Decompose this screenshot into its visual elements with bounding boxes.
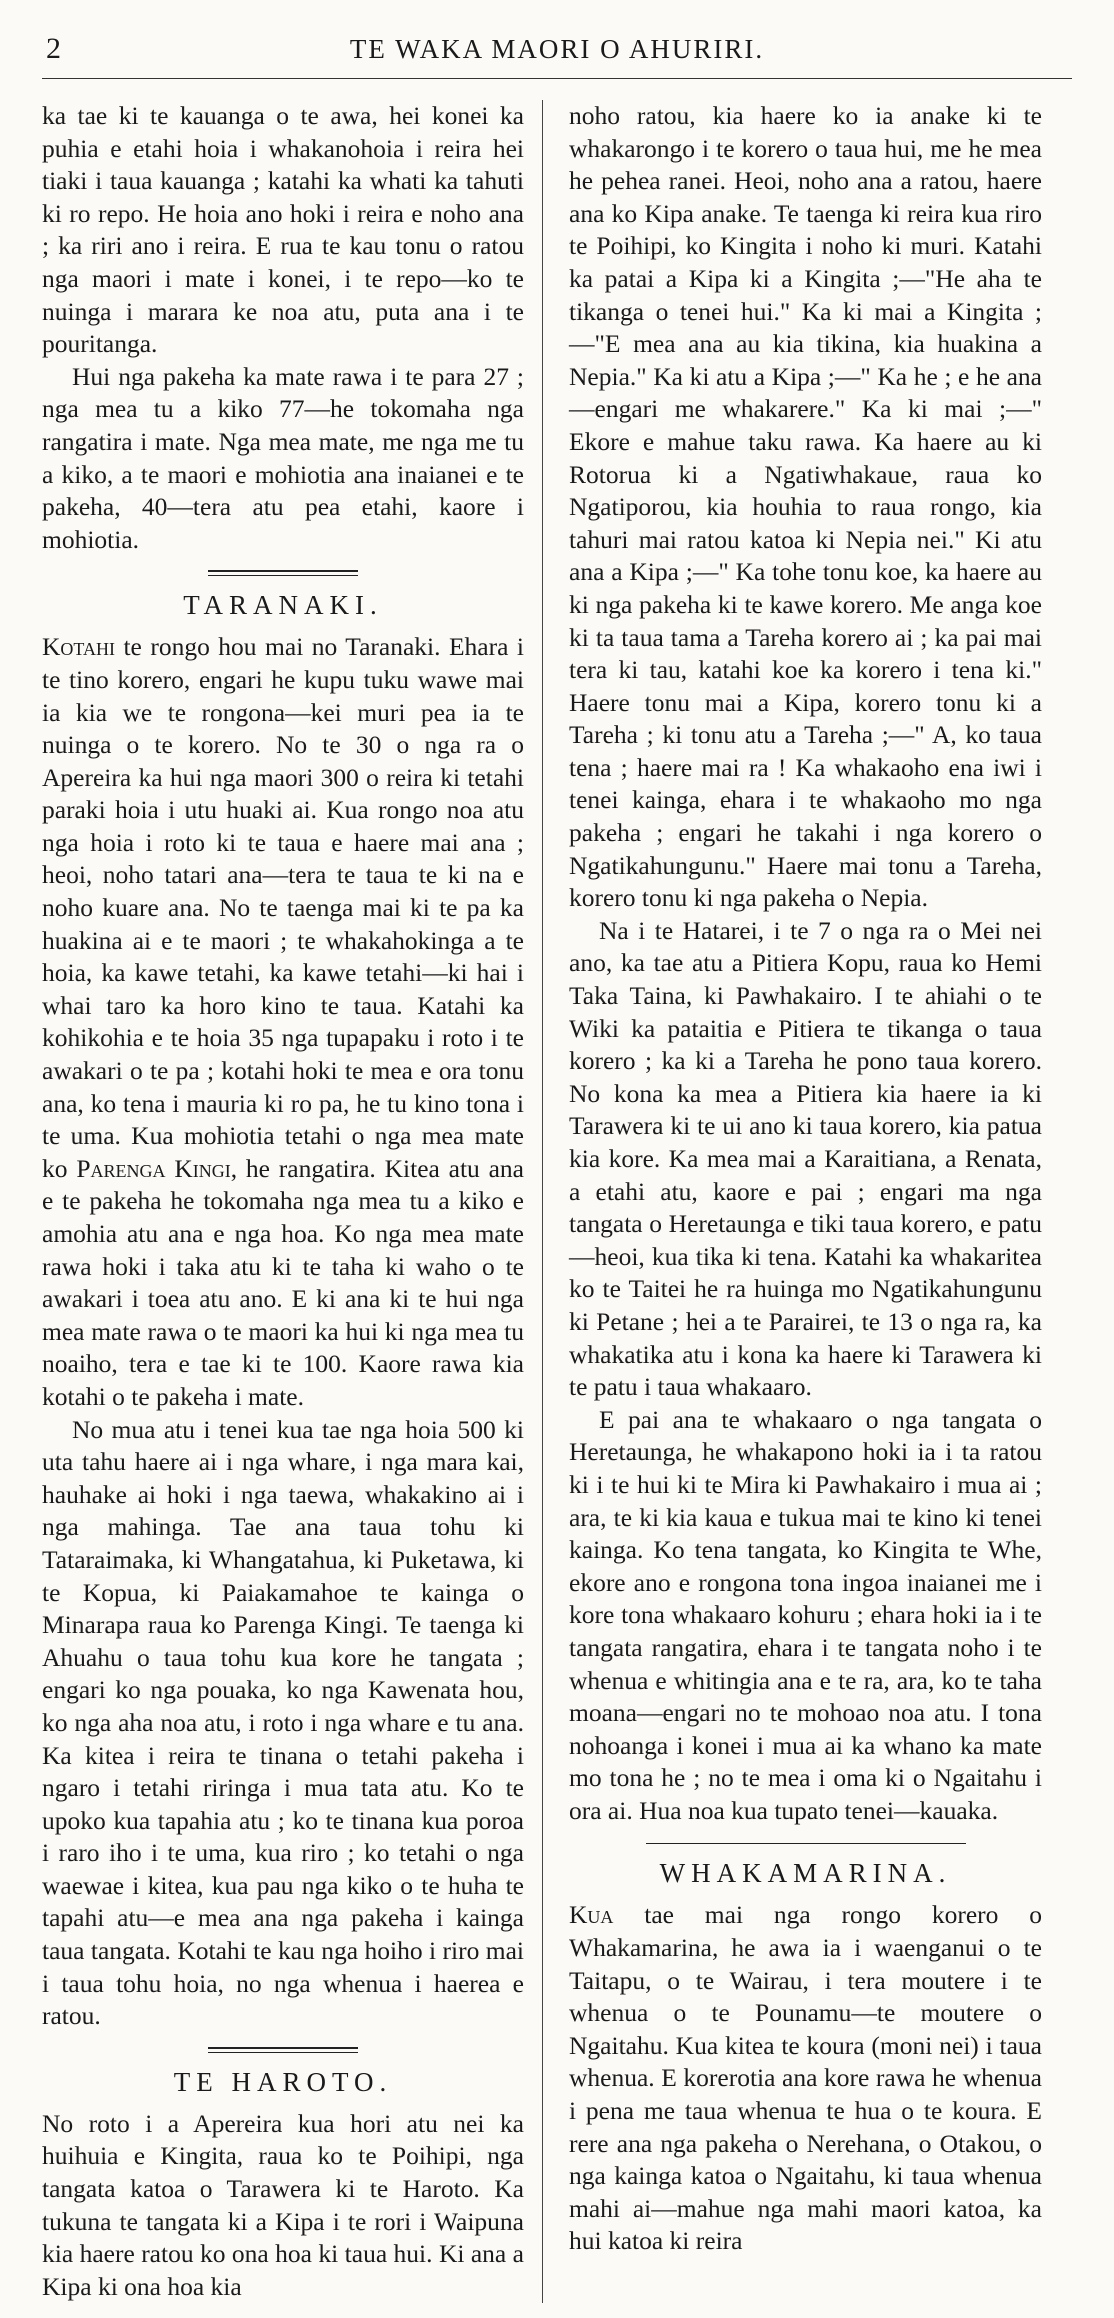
lead-word: Kua — [569, 1900, 614, 1930]
text-run: tae mai nga rongo korero o Whakamarina, he awa ia i waenganui o te Taitapu, o te Wairau, i tera moutere i te whenua o te Pounamu—te moutere o Ngaitahu. Kua kitea te koura (moni nei) i taua whenua. E korerotia ana kore rawa he whenua i pena me taua whenua te hua o te koura. E rere ana nga pakeha o Nerehana, o Otakou, o nga kainga katoa o Ngaitahu, ki taua whenua mahi ai—mahue nga mahi maori katoa, ka hui katoa ki reira — [569, 1900, 1042, 2256]
continued-paragraph: ka tae ki te kauanga o te awa, hei konei ka puhia e etahi hoia i whakanohoia i reira hei tiaki i taua kauanga ; katahi ka whati ka tahuti ki ro repo. He hoia ano hoki i reira e noho ana ; ka riri ano i reira. E rua te kau tonu o ratou nga maori i mate i konei, i te repo—ko te nuinga i marara ke noa atu, puta ana i te pouritanga. — [42, 101, 524, 359]
running-title: TE WAKA MAORI O AHURIRI. — [349, 34, 765, 64]
heading-taranaki: TARANAKI. — [183, 590, 383, 621]
section-divider — [208, 570, 358, 576]
haroto-paragraph-2: Na i te Hatarei, i te 7 o nga ra o Mei nei ano, ka tae atu a Pitiera Kopu, raua ko Hemi Taka Taina, ki Pawhakairo. I te ahiahi o te Wiki ka pataitia e Pitiera te tikanga o taua korero ; ka ki a Tareha he pono taua korero. No kona ka mea a Pitiera kia haere ia ki Tarawera ki te ui ano ki taua korero, kia patua kia kore. Ka mea mai a Karaitiana, a Renata, a etahi atu, kaore e pai ; engari ma nga tangata o Heretaunga e tiki taua korero, e patu—heoi, kua tika ki tena. Katahi ka whakaritea ko te Taitei he ra huinga mo Ngatikahungunu ki Petane ; hei a te Parairei, te 13 o nga ra, ka whakatika atu i kona ka haere ki Tarawera ki te patu i taua whakaaro. — [569, 915, 1042, 1402]
page-header — [42, 28, 1072, 78]
page-number: 2 — [46, 32, 61, 65]
text-run: he rangatira. Kitea atu ana e te pakeha he tokomaha nga mea tu a kiko e amohia atu ana e nga hoa. Ko nga mea mate rawa hoki i taka atu ki te taha ki waho o te awakari i toea atu ano. E ki ana ki te hui nga mea mate rawa o te maori ka hui ki nga mea tu noaiho, tera e tae ki te 100. Kaore rawa kia kotahi o te pakeha i mate. — [42, 1153, 525, 1411]
heading-te-haroto: TE HAROTO. — [173, 2066, 393, 2097]
text-run: te rongo hou mai no Taranaki. Ehara i te tino korero, engari he kupu tuku wawe mai ia kia we te rongona—kei muri pea ia te nuinga o te korero. No te 30 o nga ra o Apereira ka hui nga maori 300 o reira ki tetahi paraki hoia i utu huaki ai. Kua rongo noa atu nga hoia i roto ki te taua e haere mai ana ; heoi, noho tatari ana—tera te taua te ki na e noho kuare ana. No te taenga mai ki te pa ka huakina ai e te maori ; te whakahokinga a te hoia, ka kawe tetahi, ka kawe tetahi—ki hai i whai taro ka horo kino te taua. Katahi ka kohikohia e te hoia 35 nga tupapaku i roto i te awakari o te pa ; kotahi hoki te mea e ora tonu ana, ko tena i mauria ki ro pa, he tu kino tona i te uma. Kua mohiotia tetahi o nga mea mate ko — [42, 632, 524, 1183]
taranaki-paragraph-1 — [42, 631, 524, 1413]
right-column — [542, 100, 1042, 2303]
haroto-paragraph-3: E pai ana te whakaaro o nga tangata o Heretaunga, he whakapono hoki ia i ta ratou ki i te hui ki te Mira ki Pawhakairo i mua ai ; ara, te ki kia kaua e tukua mai te kino ki tenei kainga. Ko tena tangata, ko Kingita te Whe, ekore ano e rongona tona ingoa inaianei me i kore tona whakaaro kohuru ; ehara hoki ia i te tangata rangatira, ehara i te tangata noho i te whenua e whitingia ana e te ra, ara, ko te taha moana—engari no te mohoao noa atu. I tona nohoanga i konei i mua ai ka whano ka mate mo tona he ; no te mea i oma ki o Ngaitahu i ora ai. Hua noa kua tupato tenei—kauaka. — [569, 1404, 1042, 1825]
haroto-paragraph-1: No roto i a Apereira kua hori atu nei ka huihuia e Kingita, raua ko te Poihipi, nga tangata katoa o Tarawera ki te Haroto. Ka tukuna te tangata ki a Kipa i te rori i Waipuna kia haere ratou ko ona hoa ki taua hui. Ki ana a Kipa ki ona hoa kia — [42, 2108, 524, 2301]
columns — [42, 100, 1072, 2303]
heading-whakamarina: WHAKAMARINA. — [659, 1858, 952, 1889]
haroto-continued-paragraph: noho ratou, kia haere ko ia anake ki te whakarongo i te korero o taua hui, me he mea he pehea ranei. Heoi, noho ana a ratou, haere ana ko Kipa anake. Te taenga ki reira kua riro te Poihipi, ko Kingita i noho ki muri. Katahi ka patai a Kipa ki a Kingita ;—"He aha te tikanga o tenei hui." Ka ki mai a Kingita ;—"E mea ana au kia tikina, kia huakina a Nepia." Ka ki atu a Kipa ;—" Ka he ; e he ana—engari me whakarere." Ka ki mai ;—" Ekore e mahue taku rawa. Ka haere au ki Rotorua ki a Ngatiwhakaue, raua ko Ngatiporou, kia houhia to raua rongo, kia tahuri mai ratou katoa ki Nepia nei." Ki atu ana a Kipa ;—" Ka tohe tonu koe, ka haere au ki nga pakeha ki te kawe korero. Me anga koe ki ta taua tama a Tareha korero ai ; ka pai mai tera ki tau, katahi koe ka korero i tena ki." Haere tonu mai a Kipa, korero tonu ki a Tareha ; ki tonu atu a Tareha ;—" A, ko taua tena ; haere mai ra ! Ka whakaoho ena iwi i tenei kainga, ehara i te whakaoho mo nga pakeha ; engari he takahi i nga korero o Ngatikahungunu." Haere mai tonu a Tareha, korero tonu ki nga pakeha o Nepia. — [569, 101, 1042, 913]
lead-word: Kotahi — [42, 632, 115, 662]
whakamarina-paragraph-1 — [569, 1899, 1042, 2258]
left-column — [42, 100, 542, 2303]
casualties-paragraph: Hui nga pakeha ka mate rawa i te para 27 ; nga mea tu a kiko 77—he tokomaha nga rangatira i mate. Nga mea mate, me nga me tu a kiko, a te maori e mohiotia ana inaianei e te pakeha, 40—tera atu pea etahi, kaore i mohiotia. — [42, 361, 524, 554]
header-rule — [42, 78, 1072, 79]
section-divider — [646, 1843, 966, 1844]
taranaki-paragraph-2: No mua atu i tenei kua tae nga hoia 500 ki uta tahu haere ai i nga whare, i nga mara kai, hauhake ai hoki i nga taewa, whakakino ai i nga mahinga. Tae ana taua tohu ki Tataraimaka, ki Whangatahua, ki Puketawa, ki te Kopua, ki Paiakamahoe te kainga o Minarapa raua ko Parenga Kingi. Te taenga ki Ahuahu o taua tohu kua kore he tangata ; engari ko nga pouaka, ko nga Kawenata hou, ko nga aha noa atu, i roto i nga whare e tu ana. Ka kitea i reira te tinana o tetahi pakeha i ngaro i tetahi riringa i mua tata atu. Ko te upoko kua tapahia atu ; ko te tinana kua poroa i raro iho i te uma, kua riro ; ko tetahi o nga waewae i kitea, kua pau nga kiko o te huha te tapahi atu—e mea ana nga pakeha i kainga taua tangata. Kotahi te kau nga hoiho i riro mai i taua tohu hoia, no nga whenua i haerea e ratou. — [42, 1414, 524, 2031]
person-name: Parenga Kingi, — [76, 1153, 238, 1183]
section-divider — [208, 2047, 358, 2053]
